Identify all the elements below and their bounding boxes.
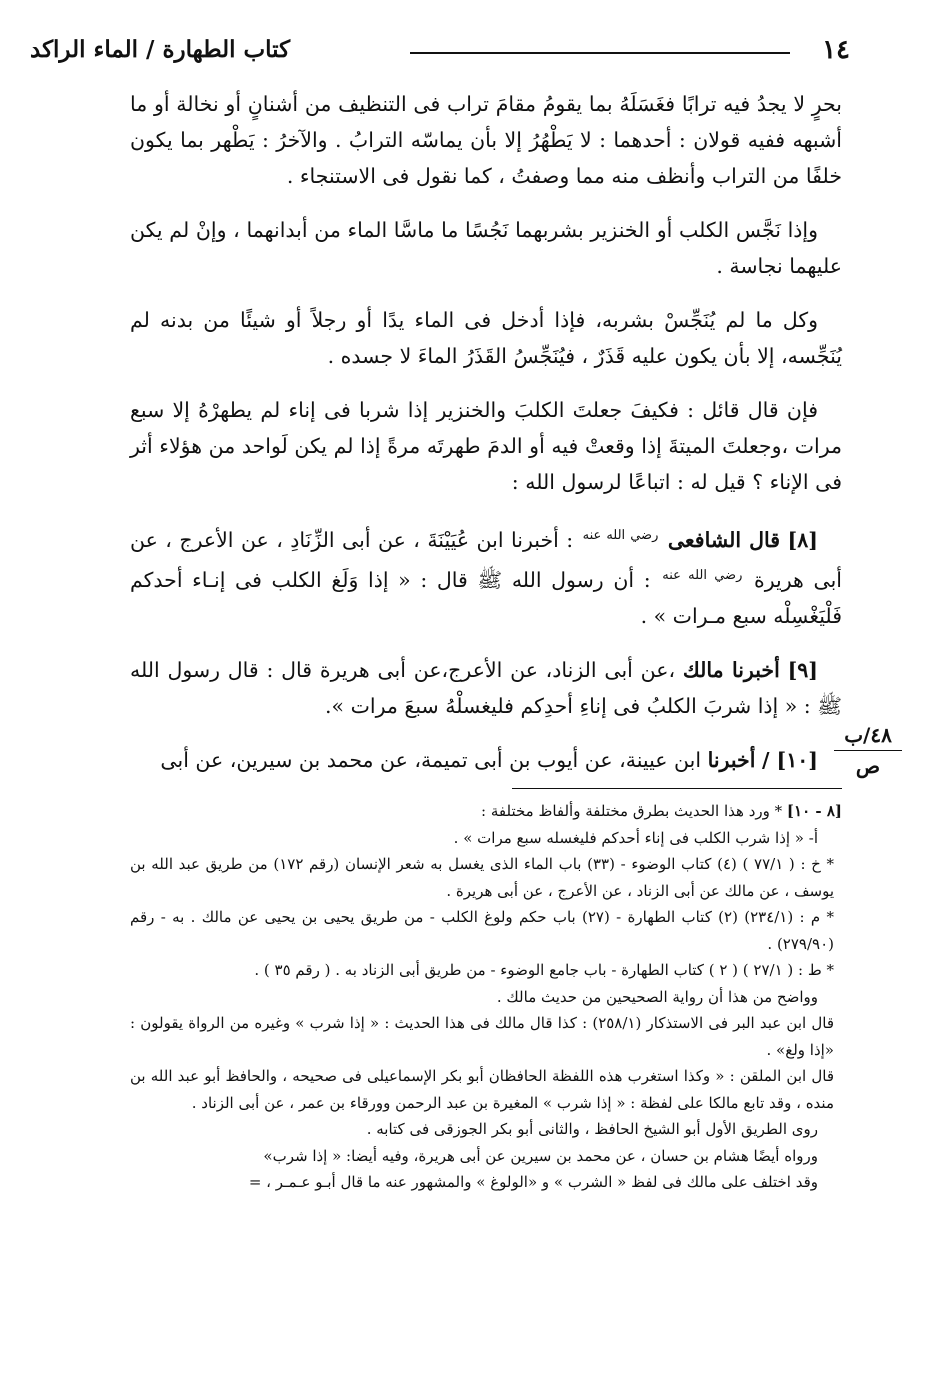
narrator-lead: أخبرنا [707,747,756,772]
hadith-text: ابن عيينة، عن أيوب بن أبى تميمة، عن محمد بن سيرين، عن أبى [160,747,702,772]
manuscript-folio-note [826,722,910,779]
footnote-separator [512,788,842,789]
page-number: ١٤ [822,35,850,65]
footnote-text: * خ : ( ٧٧/١ ) (٤) كتاب الوضوء - (٣٣) باب الماء الذى يغسل به شعر الإنسان (رقم ١٧٢) من طريق عبد الله بن يوسف ، عن مالك عن أبى الزناد ، عن الأعرج ، عن أبى هريرة . [130,855,834,900]
narrator-lead: قال الشافعى [667,527,781,552]
paragraph-2: وإذا نَجَّس الكلب أو الخنزير بشربهما نَجُسًا ما ماسَّا الماء من أبدانهما ، وإنْ لم يكن عليهما نجاسة . [130,218,842,278]
footnote-text: وقد اختلف على مالك فى لفظ « الشرب » و «الولوغ » والمشهور عنه ما قال أبـو عـمـر ، = [248,1173,818,1191]
hadith-text: : « إذا شربَ الكلبُ فى إناءِ أحدِكم فليغسلْهُ سبعَ مرات ». [325,693,811,718]
honorific-glyph: ﷺ [477,567,503,592]
footnote-line [130,798,842,825]
footnote-text: روى الطريق الأول أبو الشيخ الحافظ ، والثانى أبو بكر الجوزقى فى كتابه . [366,1120,818,1138]
hadith-9 [130,652,842,724]
hadith-10 [130,742,842,778]
footnote-text: * م : (٢٣٤/١) (٢) كتاب الطهارة - (٢٧) باب حكم ولوغ الكلب - من طريق يحيى بن يحيى عن مالك . به - رقم (٢٧٩/٩٠) . [130,908,834,953]
header-rule [410,52,790,54]
footnote-line [130,1063,842,1116]
honorific-glyph: ﷺ [817,693,842,718]
folio-divider [834,750,902,751]
page-header [30,32,850,72]
footnote-line [130,957,842,984]
hadith-number: [١٠] / [761,747,818,772]
hadith-text: قال : « إذا وَلَغ الكلب فى إنـاء أحدكم فَلْيَغْسِلْه سبع مـرات » . [130,567,842,628]
footnote-line [130,1169,842,1196]
main-text [130,86,842,796]
footnote-line [130,1116,842,1143]
footnote-line [130,1143,842,1170]
footnotes [130,798,842,1196]
paragraph-4: فإن قال قائل : فكيفَ جعلتَ الكلبَ والخنزير إذا شربا فى إناء لم يطهرْهُ إلا سبع مرات ،وجعلتَ الميتةَ إذا وقعتْ فيه أو الدمَ طهرتَه مرةً إذا لم يكن لَواحد من هؤلاء أثر فى الإناء ؟ قيل له : اتباعًا لرسول الله : [130,398,842,494]
paragraph-3: وكل ما لم يُنَجِّسْ بشربه، فإذا أدخل فى الماء يدًا أو رجلاً أو شيئًا من بدنه لم يُنَجِّسه، إلا بأن يكون عليه قَذَرٌ ، فيُنَجِّسُ القَذَرُ الماءَ لا جسده . [130,308,842,368]
hadith-text: : أن رسول الله [511,567,651,592]
footnote-text: أ- « إذا شرب الكلب فى إناء أحدكم فليغسله سبع مرات » . [453,828,818,847]
folio-number: ٤٨/ب [844,723,892,747]
honorific-glyph: رضي الله عنه [662,567,743,583]
hadith-number: [٩] [787,657,818,682]
footnote-text: * ط : ( ٢٧/١ ) ( ٢ ) كتاب الطهارة - باب جامع الوضوء - من طريق أبى الزناد به . ( رقم ٣٥ ) . [254,961,834,979]
hadith-number: [٨] [787,527,818,552]
paragraph-1: بحرٍ لا يجدُ فيه ترابًا فغَسَلَهُ بما يقومُ مقامَ تراب فى التنظيف من أشنانٍ أو نخالة أو ما أشبهه ففيه قولان : أحدهما : لا يَطْهُرُ إلا بأن يماسّه الترابُ . والآخرُ : يَطْهر بما يكون خلفًا من التراب وأنظف منه مما وصفتُ ، كما نقول فى الاستنجاء . [130,92,842,188]
footnote-text: * ورد هذا الحديث بطرق مختلفة وألفاظ مختلفة : [481,802,783,820]
honorific-glyph: رضي الله عنه [582,528,659,543]
footnote-line [130,984,842,1011]
footnote-text: وواضح من هذا أن رواية الصحيحين من حديث مالك . [496,987,818,1006]
hadith-text: : أخبرنا ابن عُيَيْنَةَ ، عن أبى الزِّنَادِ ، عن الأعرج ، عن أبى هريرة [130,527,842,592]
footnote-line [130,851,842,904]
manuscript-siglum: ص [855,754,881,778]
footnote-line [130,904,842,957]
footnote-line [130,825,842,852]
footnote-line [130,1010,842,1063]
footnote-text: ورواه أيضًا هشام بن حسان ، عن محمد بن سيرين عن أبى هريرة، وفيه أيضا: « إذا شرب» [263,1146,818,1165]
running-title: كتاب الطهارة / الماء الراكد [30,36,291,63]
hadith-8 [130,518,842,634]
footnote-ref: [٨ - ١٠] [786,802,842,820]
footnote-text: قال ابن الملقن : « وكذا استغرب هذه اللفظة الحافظان أبو بكر الإسماعيلى فى صحيحه ، والحافظ أبو عبد الله بن منده ، وقد تابع مالكا على لفظة : « إذا شرب » المغيرة بن عبد الرحمن وورقاء بن عمر ، عن أبى الزناد . [130,1067,834,1112]
narrator-lead: أخبرنا مالك [682,657,780,682]
footnote-text: قال ابن عبد البر فى الاستذكار (٢٥٨/١) : كذا قال مالك فى هذا الحديث : « إذا شرب » وغيره من الرواة يقولون : «إذا ولغ» . [130,1014,835,1059]
hadith-text: ،عن أبى الزناد، عن الأعرج،عن أبى هريرة قال : قال رسول الله [130,657,676,682]
